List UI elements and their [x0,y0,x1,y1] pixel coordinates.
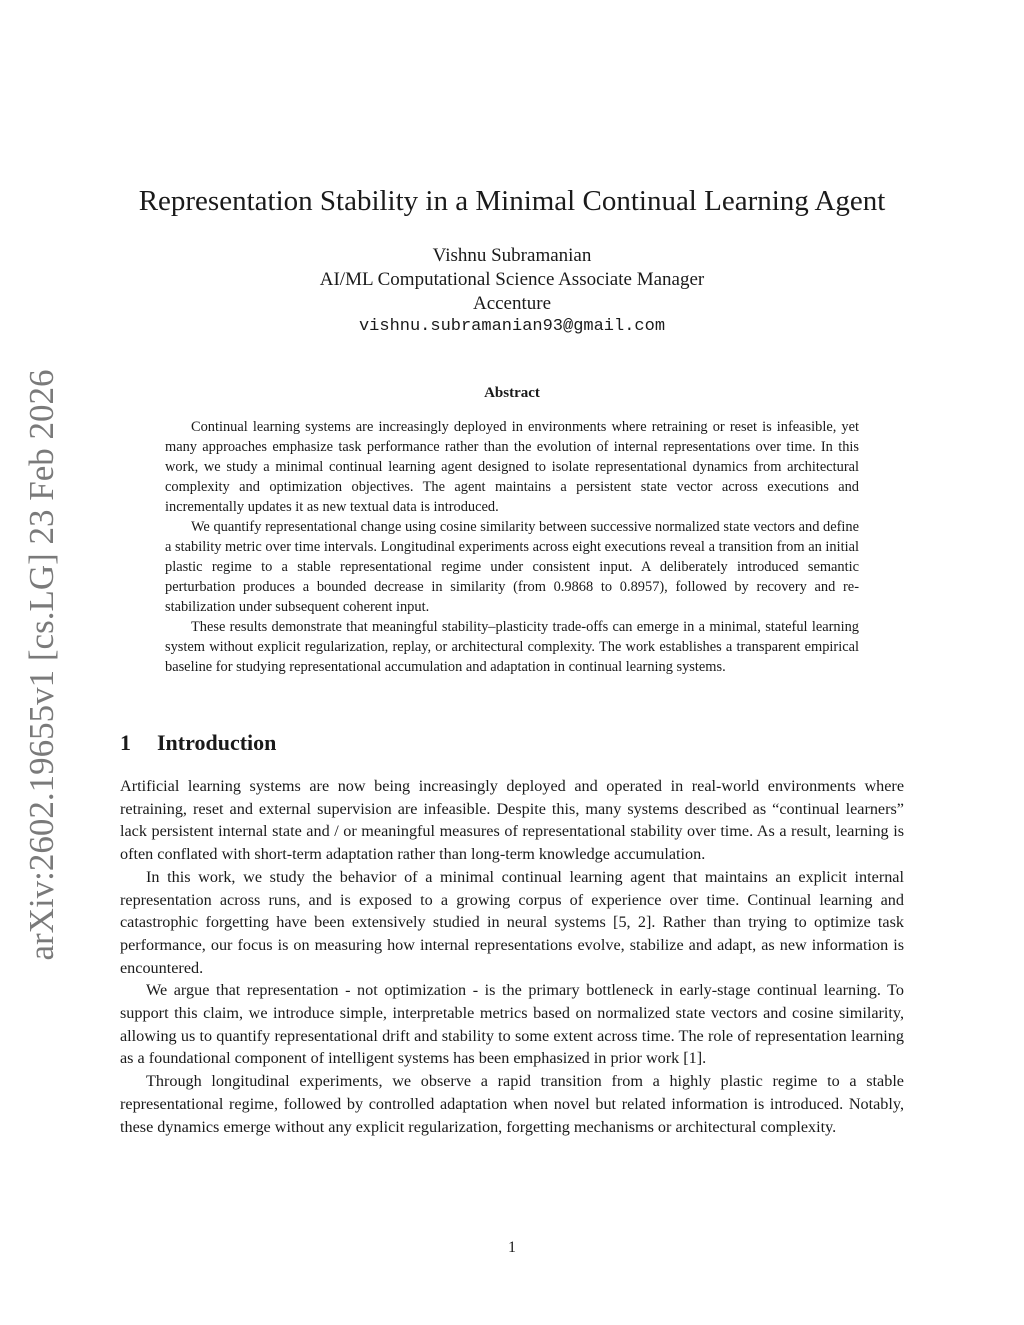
abstract-paragraph: These results demonstrate that meaningful stability–plasticity trade-offs can emerge in a minimal, stateful learning system without explicit regularization, replay, or architectural complexity. The work establishes a transparent empirical baseline for studying representational accumulation and adaptation in continual learning systems. [165,619,859,675]
abstract-paragraph: Continual learning systems are increasingly deployed in environments where retraining or reset is infeasible, yet many approaches emphasize task performance rather than the evolution of internal representations over time. In this work, we study a minimal continual learning agent designed to isolate representational dynamics from architectural complexity and optimization objectives. The agent maintains a persistent state vector across executions and incrementally updates it as new textual data is introduced. [165,419,859,515]
section-heading [120,730,276,756]
body-paragraph: Through longitudinal experiments, we observe a rapid transition from a highly plastic regime to a stable representational regime, followed by controlled adaptation when novel but related information is introduced. Notably, these dynamics emerge without any explicit regularization, forgetting mechanisms or architectural complexity. [120,1072,904,1136]
section-number: 1 [120,730,131,755]
body-paragraph: We argue that representation - not optimization - is the primary bottleneck in early-stage continual learning. To support this claim, we introduce simple, interpretable metrics based on normalized state vectors and cosine similarity, allowing us to quantify representational drift and stability to some extent across time. The role of representation learning as a foundational component of intelligent systems has been emphasized in prior work [1]. [120,981,904,1068]
author-name: Vishnu Subramanian [432,245,592,266]
abstract-heading: Abstract [484,385,540,401]
section-body [120,775,904,1138]
abstract-body [165,417,859,677]
author-email[interactable]: vishnu.subramanian93@gmail.com [358,317,666,336]
body-paragraph: In this work, we study the behavior of a minimal continual learning agent that maintains an explicit internal representation across runs, and is exposed to a growing corpus of experience over time. Continual learning and catastrophic forgetting have been extensively studied in neural systems [5, 2]. Rather than trying to optimize task performance, our focus is on measuring how internal representations evolve, stabilize and adapt, as new information is encountered. [120,867,904,977]
author-affiliation: AI/ML Computational Science Associate Manager [319,269,705,290]
body-paragraph: Artificial learning systems are now being increasingly deployed and operated in real-world environments where retraining, reset and external supervision are infeasible. Despite this, many systems described as “continual learners” lack persistent internal state and / or meaningful measures of representational stability over time. As a result, learning is often conflated with short-term adaptation rather than long-term knowledge accumulation. [120,777,904,864]
section-title: Introduction [157,730,277,755]
abstract-paragraph: We quantify representational change using cosine similarity between successive normalized state vectors and define a stability metric over time intervals. Longitudinal experiments across eight executions reveal a transition from an initial plastic regime to a stable representational regime under consistent input. A deliberately introduced semantic perturbation produces a bounded decrease in similarity (from 0.9868 to 0.8957), followed by recovery and re-stabilization under subsequent coherent input. [165,519,859,615]
paper-title: Representation Stability in a Minimal Continual Learning Agent [138,185,886,217]
arxiv-identifier-text: arXiv:2602.19655v1 [cs.LG] 23 Feb 2026 [22,369,61,961]
arxiv-identifier-stamp [12,370,72,960]
author-organization: Accenture [472,293,552,314]
page-number: 1 [508,1239,516,1256]
